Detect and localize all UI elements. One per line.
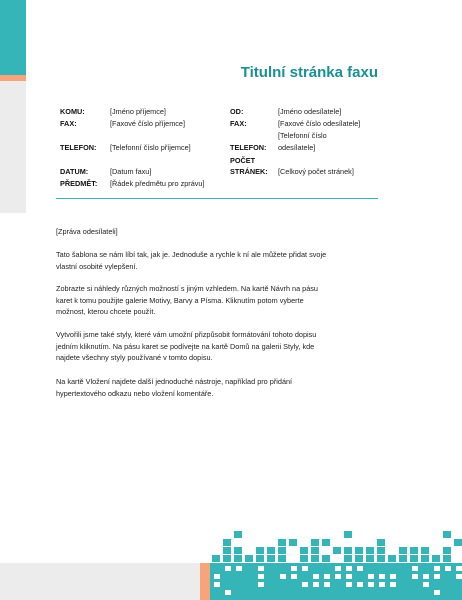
pixel-square — [344, 547, 352, 554]
left-accent-teal — [0, 0, 26, 75]
pixel-square — [344, 555, 352, 562]
pixel-square — [313, 574, 319, 579]
pixel-square — [432, 555, 440, 562]
pixel-square — [214, 574, 220, 579]
pixel-square — [445, 566, 451, 571]
pixel-square — [410, 555, 418, 562]
pixel-square — [388, 555, 396, 562]
pixel-square — [258, 566, 264, 571]
pixel-square — [214, 582, 220, 587]
message-placeholder[interactable]: [Zpráva odesílateli] — [56, 227, 118, 236]
to-label: KOMU: — [60, 107, 85, 116]
pixel-square — [335, 574, 341, 579]
pixel-square — [366, 555, 374, 562]
pixel-square — [234, 547, 242, 554]
pixel-square — [454, 539, 462, 546]
from-label: OD: — [230, 107, 244, 116]
pixel-square — [421, 547, 429, 554]
paragraph-line: hypertextového odkazu nebo vložení komentáře. — [56, 388, 214, 398]
fax-to-value[interactable]: [Faxové číslo příjemce] — [110, 119, 186, 128]
pixel-square — [258, 582, 264, 587]
pixel-square — [377, 539, 385, 546]
message-paragraph — [56, 376, 396, 399]
pixel-square — [390, 582, 396, 587]
pixel-square — [443, 531, 451, 538]
pixel-square — [434, 574, 440, 579]
pixel-square — [234, 555, 242, 562]
pixel-square — [390, 574, 396, 579]
pixel-square — [267, 547, 275, 554]
pixel-square — [333, 547, 341, 554]
pixel-square — [346, 566, 352, 571]
bottom-orange-accent — [200, 563, 210, 600]
pixel-square — [223, 547, 231, 554]
paragraph-line: vlastní osobité vylepšení. — [56, 261, 138, 271]
pixel-square — [412, 574, 418, 579]
pixel-square — [322, 555, 330, 562]
message-paragraph — [56, 249, 396, 272]
pixel-square — [278, 555, 286, 562]
pixel-square — [357, 566, 363, 571]
pixel-square — [324, 574, 330, 579]
pixel-square — [344, 531, 352, 538]
pixel-square — [377, 555, 385, 562]
pixel-square — [421, 555, 429, 562]
bottom-grey-band — [0, 563, 200, 600]
paragraph-line: Tato šablona se nám líbí tak, jak je. Jednoduše a rychle k ní ale můžete přidat svoje — [56, 250, 327, 259]
message-paragraph — [56, 329, 396, 364]
pixel-square — [311, 555, 319, 562]
pixel-square — [322, 539, 330, 546]
pixel-square — [423, 574, 429, 579]
pixel-square — [300, 547, 308, 554]
pixel-square — [313, 582, 319, 587]
pixel-square — [258, 574, 264, 579]
pixel-square — [300, 555, 308, 562]
pixel-square — [335, 566, 341, 571]
pixel-square — [225, 590, 231, 595]
paragraph-line: najdete všechny styly používané v tomto dopisu. — [56, 353, 213, 362]
pixel-square — [236, 566, 242, 571]
phone-from-value-line1[interactable]: [Telefonní číslo — [278, 131, 327, 140]
pixel-square — [291, 566, 297, 571]
fax-to-label: FAX: — [60, 119, 77, 128]
pixel-square — [223, 539, 231, 546]
pixel-square — [355, 555, 363, 562]
pixel-square — [223, 555, 231, 562]
pixel-square — [399, 547, 407, 554]
from-value[interactable]: [Jméno odesílatele] — [278, 107, 342, 116]
pages-label-line2: STRÁNEK: — [230, 167, 268, 176]
pixel-square — [456, 574, 462, 579]
pixel-square — [212, 555, 220, 562]
pixel-square — [357, 582, 363, 587]
paragraph-line: Vytvořili jsme také styly, které vám umožní přizpůsobit formátování tohoto dopisu — [56, 330, 317, 339]
pages-value[interactable]: [Celkový počet stránek] — [278, 167, 354, 176]
date-label: DATUM: — [60, 167, 89, 176]
paragraph-line: Na kartě Vložení najdete další jednoduché nástroje, například pro přidání — [56, 377, 293, 386]
pixel-square — [311, 547, 319, 554]
pixel-square — [289, 539, 297, 546]
pixel-square — [434, 566, 440, 571]
pixel-square — [443, 547, 451, 554]
date-value[interactable]: [Datum faxu] — [110, 167, 152, 176]
subject-label: PŘEDMĚT: — [60, 179, 98, 188]
left-accent-grey — [0, 81, 26, 213]
fax-from-value[interactable]: [Faxové číslo odesílatele] — [278, 119, 361, 128]
pixel-square — [379, 582, 385, 587]
paragraph-line: Zobrazte si náhledy různých možností s jiným vzhledem. Na kartě Návrh na pásu — [56, 284, 318, 293]
pixel-square — [256, 555, 264, 562]
pixel-square — [434, 590, 440, 595]
pixel-square — [399, 555, 407, 562]
header-divider — [56, 198, 378, 199]
pixel-square — [311, 539, 319, 546]
pixel-square — [379, 574, 385, 579]
pixel-square — [377, 547, 385, 554]
phone-to-value[interactable]: [Telefonní číslo příjemce] — [110, 143, 191, 152]
pixel-square — [302, 566, 308, 571]
fax-from-label: FAX: — [230, 119, 247, 128]
pixel-square — [324, 582, 330, 587]
pixel-square — [443, 555, 451, 562]
pixel-square — [256, 547, 264, 554]
pixel-square — [278, 547, 286, 554]
page-title: Titulní stránka faxu — [240, 64, 378, 81]
pixel-square — [355, 547, 363, 554]
pixel-square — [291, 574, 297, 579]
pixel-square — [423, 582, 429, 587]
paragraph-line: možnost, kterou chcete použít. — [56, 307, 156, 316]
pixel-square — [346, 582, 352, 587]
paragraph-line: karet k tomu použijte galerie Motivy, Barvy a Písma. Kliknutím potom vyberte — [56, 295, 304, 305]
pixel-square — [245, 555, 253, 562]
pixel-square — [302, 582, 308, 587]
to-value[interactable]: [Jméno příjemce] — [110, 107, 166, 116]
phone-from-value-line2[interactable]: odesílatele] — [278, 143, 316, 152]
pixel-square — [368, 582, 374, 587]
pixel-square — [234, 531, 242, 538]
pixel-square — [278, 539, 286, 546]
pixel-square — [280, 574, 286, 579]
phone-from-label: TELEFON: — [230, 143, 267, 152]
pixel-square — [346, 574, 352, 579]
pixel-square — [225, 566, 231, 571]
pages-label-line1: POČET — [230, 156, 256, 165]
phone-to-label: TELEFON: — [60, 143, 97, 152]
pixel-square — [366, 547, 374, 554]
pixel-square — [368, 574, 374, 579]
pixel-square — [267, 555, 275, 562]
message-paragraph — [56, 283, 396, 318]
paragraph-line: jedním kliknutím. Na pásu karet se podívejte na kartě Domů na galerii Styly, kde — [56, 341, 315, 351]
subject-value[interactable]: [Řádek předmětu pro zprávu] — [110, 179, 205, 188]
pixel-square — [456, 566, 462, 571]
pixel-square — [412, 566, 418, 571]
pixel-square — [410, 547, 418, 554]
